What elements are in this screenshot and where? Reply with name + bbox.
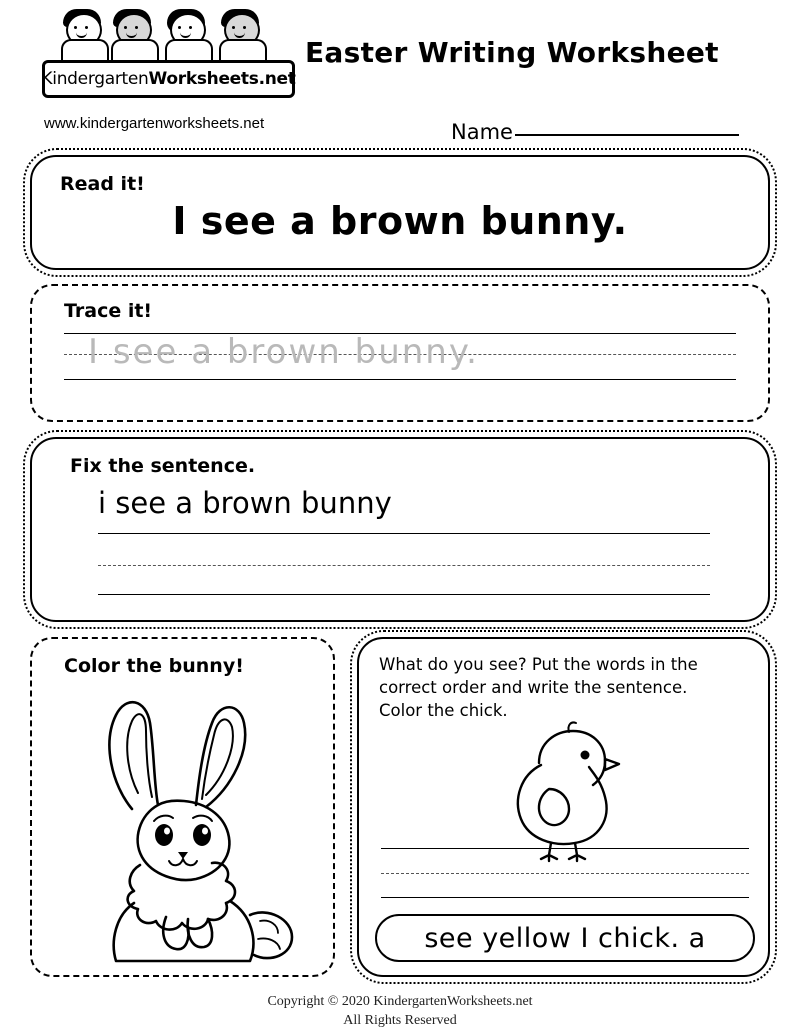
read-it-section xyxy=(30,155,770,270)
page-header xyxy=(0,0,800,150)
kids-illustration-icon xyxy=(60,8,275,63)
word-bank-box xyxy=(375,914,755,962)
kid-figure xyxy=(164,11,210,63)
logo-text-tld: .net xyxy=(258,69,296,89)
word-order-rule-top[interactable] xyxy=(381,848,749,849)
word-order-instructions: What do you see? Put the words in the correct order and write the sentence. Color the chick. xyxy=(379,655,698,720)
copyright-text: Copyright © 2020 KindergartenWorksheets.net xyxy=(267,994,533,1009)
name-input-rule[interactable] xyxy=(515,133,739,136)
name-field xyxy=(451,120,739,144)
fix-sentence-section xyxy=(30,437,770,622)
fix-sentence-label: Fix the sentence. xyxy=(70,455,256,477)
kid-figure xyxy=(110,11,156,63)
word-bank-text: see yellow I chick. a xyxy=(424,922,706,954)
bunny-icon xyxy=(54,689,314,964)
logo-text-kindergarten: Kindergarten xyxy=(41,69,149,89)
trace-it-text[interactable]: I see a brown bunny. xyxy=(88,332,479,372)
fix-writing-rule-base[interactable] xyxy=(98,594,710,595)
fix-writing-rule-mid[interactable] xyxy=(98,565,710,566)
kid-figure xyxy=(218,11,264,63)
color-bunny-label: Color the bunny! xyxy=(64,655,244,677)
page-title: Easter Writing Worksheet xyxy=(305,36,719,69)
rights-text: All Rights Reserved xyxy=(343,1013,457,1028)
trace-it-label: Trace it! xyxy=(64,300,153,322)
color-bunny-section xyxy=(30,637,335,977)
chick-icon xyxy=(477,717,647,867)
fix-writing-rule-top[interactable] xyxy=(98,533,710,534)
site-url: www.kindergartenworksheets.net xyxy=(44,115,265,132)
kid-figure xyxy=(60,11,106,63)
logo-text-worksheets: Worksheets xyxy=(148,69,259,89)
logo-wordmark xyxy=(42,60,295,98)
word-order-section xyxy=(357,637,770,977)
word-order-rule-mid[interactable] xyxy=(381,873,749,874)
trace-base-rule xyxy=(64,379,736,380)
trace-it-section xyxy=(30,284,770,422)
site-logo[interactable] xyxy=(42,8,297,128)
fix-sentence-text: i see a brown bunny xyxy=(98,486,392,520)
read-it-label: Read it! xyxy=(60,173,145,195)
word-order-rule-base[interactable] xyxy=(381,897,749,898)
page-footer xyxy=(0,992,800,1030)
read-it-sentence: I see a brown bunny. xyxy=(172,199,628,243)
name-label: Name xyxy=(451,120,513,144)
